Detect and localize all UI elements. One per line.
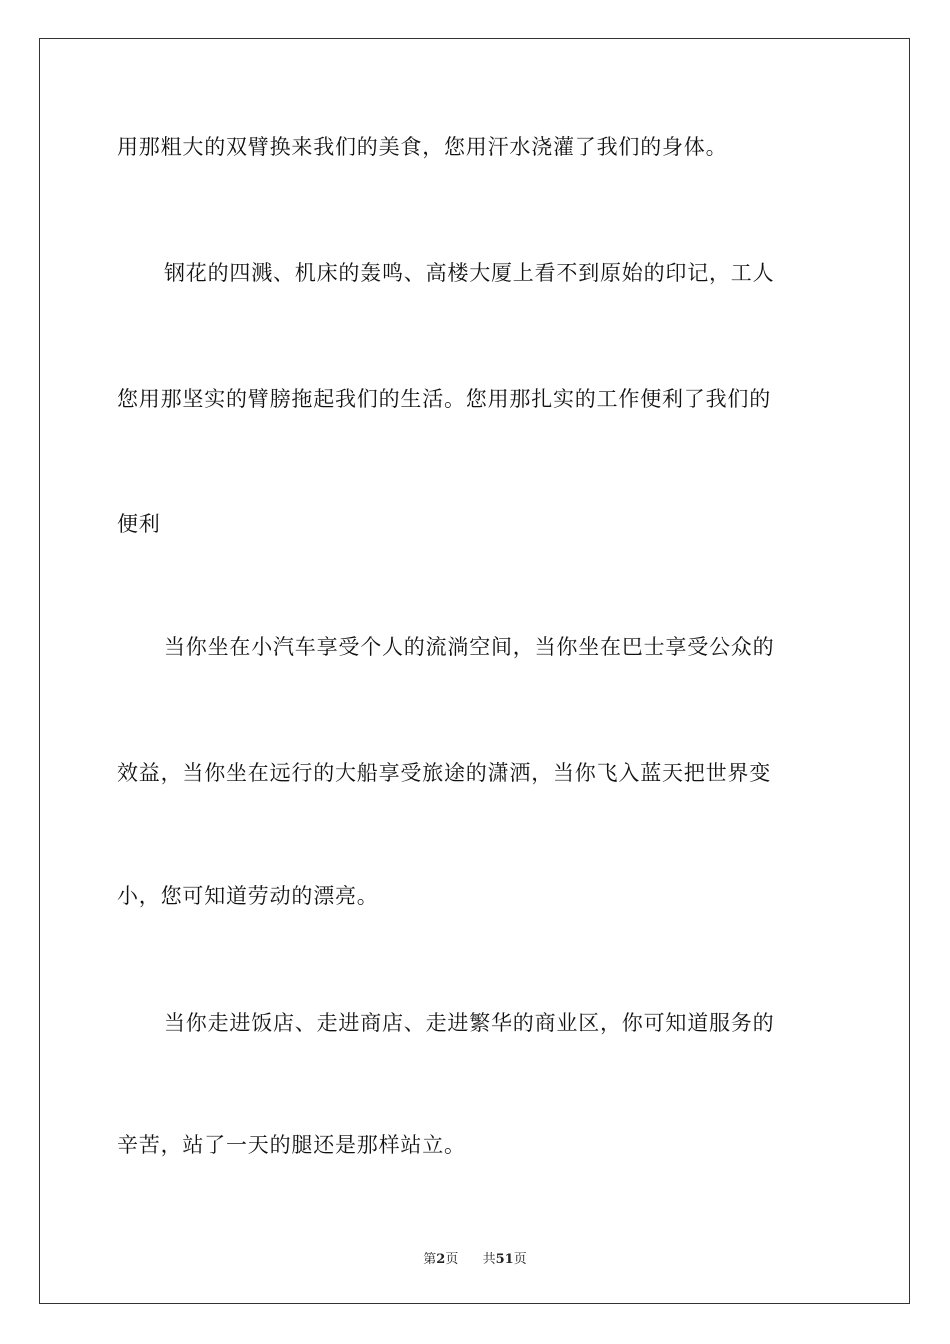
text-line: 辛苦，站了一天的腿还是那样站立。: [117, 1133, 466, 1157]
total-pages-indicator: [483, 1248, 527, 1267]
page-prefix: 第: [423, 1252, 437, 1267]
total-suffix: 页: [513, 1252, 527, 1267]
text-line: 用那粗大的双臂换来我们的美食，您用汗水浇灌了我们的身体。: [117, 135, 728, 159]
page-number: 2: [436, 1252, 446, 1267]
total-pages: 51: [495, 1252, 514, 1267]
total-prefix: 共: [482, 1252, 496, 1267]
text-line: 效益，当你坐在远行的大船享受旅途的潇洒，当你飞入蓝天把世界变: [117, 761, 771, 785]
paragraph-start-line: 当你走进饭店、走进商店、走进繁华的商业区，你可知道服务的: [164, 1011, 775, 1035]
page-indicator: [423, 1248, 458, 1267]
page-footer: [0, 1248, 950, 1267]
page-border: [39, 38, 910, 1304]
text-line: 您用那坚实的臂膀拖起我们的生活。您用那扎实的工作便利了我们的: [117, 387, 771, 411]
text-line: 小，您可知道劳动的漂亮。: [117, 884, 379, 908]
page-suffix: 页: [445, 1252, 459, 1267]
paragraph-start-line: 钢花的四溅、机床的轰鸣、高楼大厦上看不到原始的印记，工人: [164, 261, 775, 285]
paragraph-start-line: 当你坐在小汽车享受个人的流淌空间，当你坐在巴士享受公众的: [164, 635, 775, 659]
text-line: 便利: [117, 512, 161, 536]
